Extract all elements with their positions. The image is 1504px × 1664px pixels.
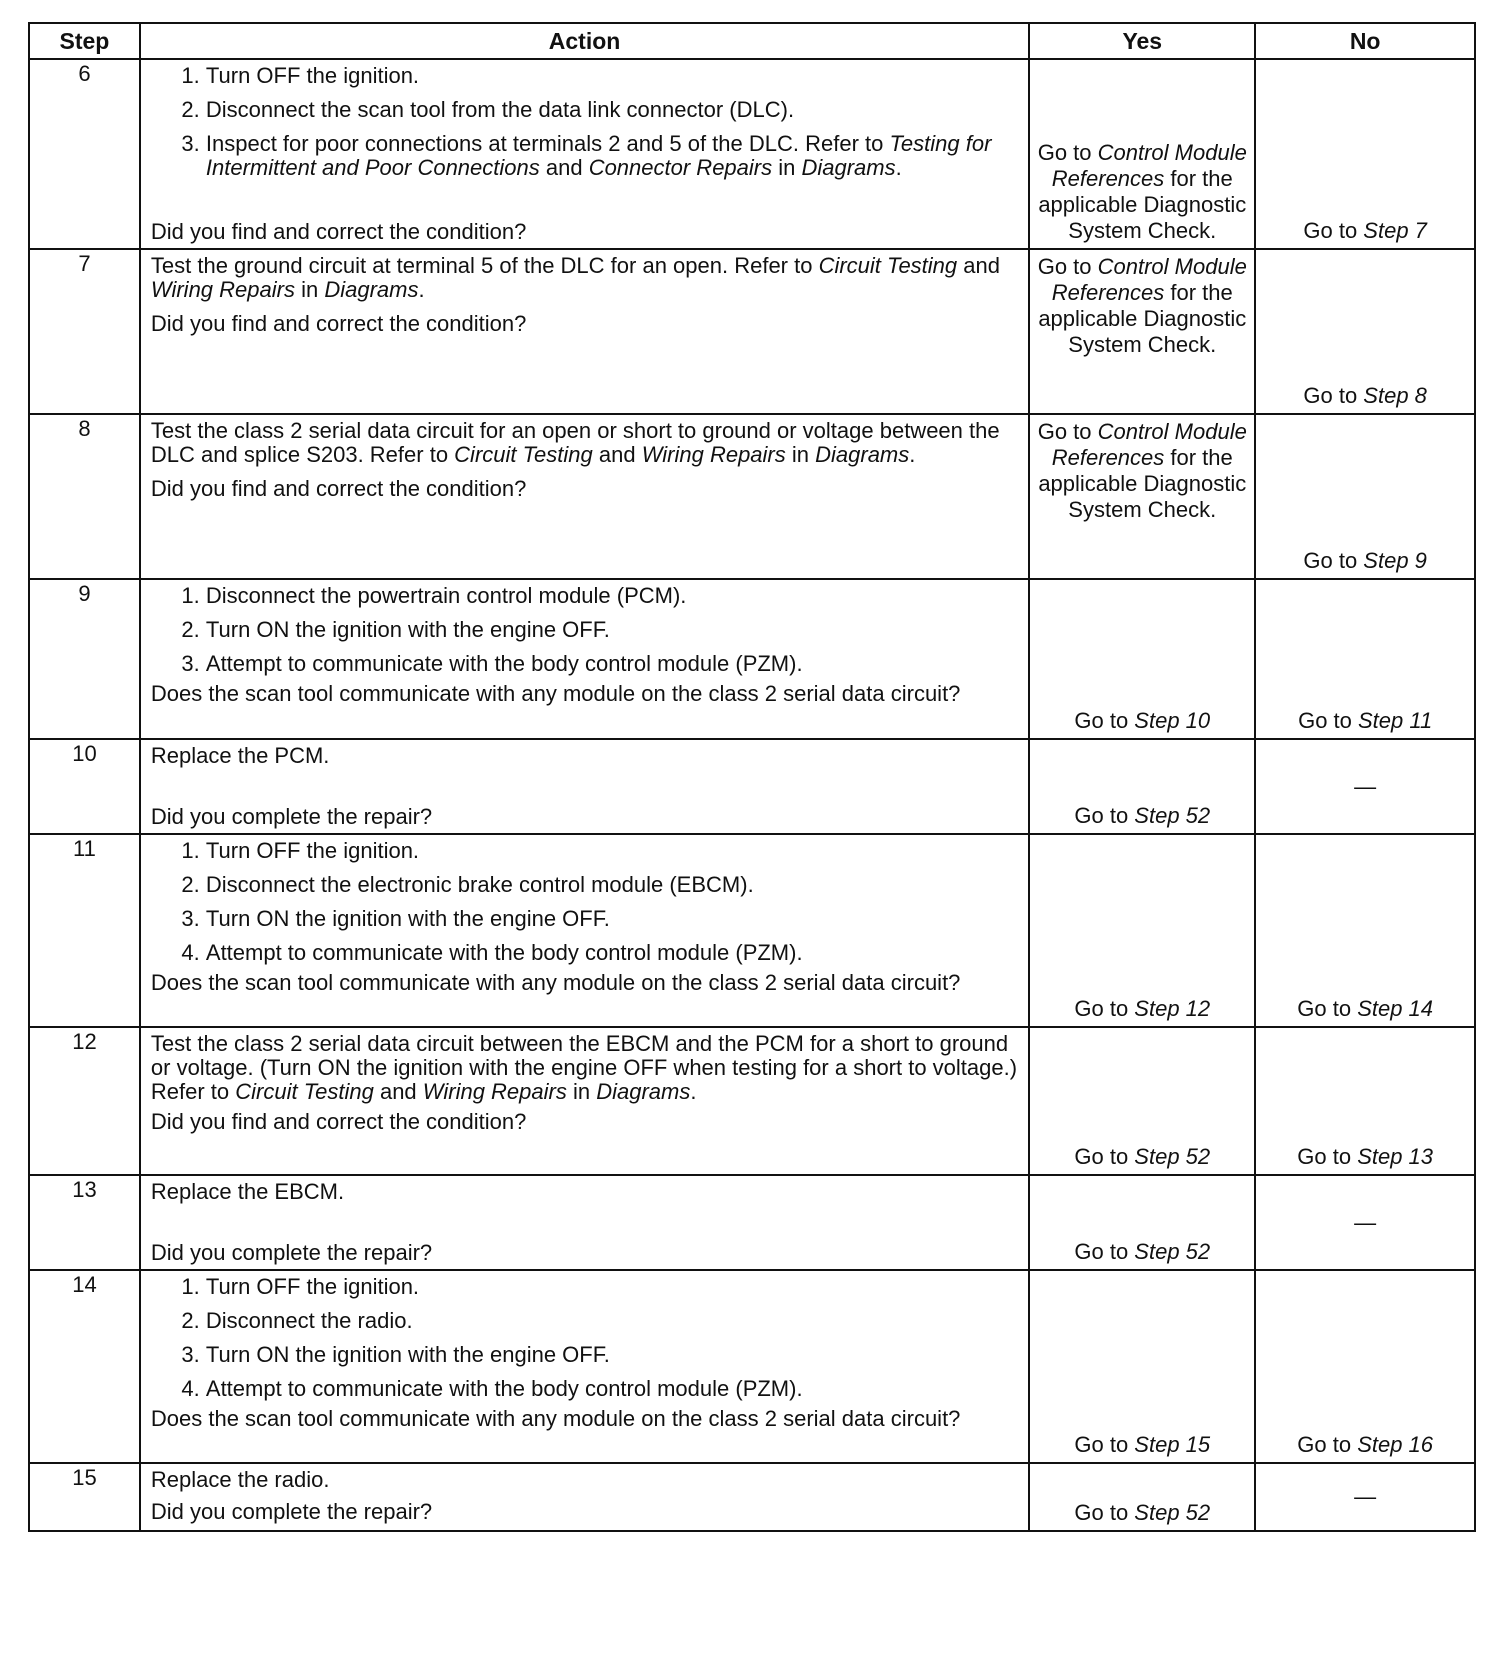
yes-text: Go to Step 52: [1074, 803, 1211, 828]
action-list: [151, 64, 1018, 186]
step-number: 7: [29, 249, 140, 414]
action-list-item: 3. Turn ON the ignition with the engine OFF.: [206, 907, 1018, 931]
action-cell: [140, 1027, 1029, 1175]
yes-cell: [1029, 1027, 1255, 1175]
yes-text: Go to Control Module References for the applicable Diagnostic System Check.: [1037, 254, 1247, 357]
no-text: Go to Step 13: [1297, 1144, 1434, 1169]
action-list-item: 2. Disconnect the scan tool from the data link connector (DLC).: [206, 98, 1018, 122]
step-number: 8: [29, 414, 140, 579]
action-question: Did you complete the repair?: [150, 1240, 433, 1265]
action-question: Did you complete the repair?: [150, 1499, 433, 1524]
table-row: [29, 1270, 1475, 1463]
yes-text: Go to Step 10: [1074, 708, 1211, 733]
action-question: Did you find and correct the condition?: [150, 1109, 527, 1134]
yes-cell: [1029, 1270, 1255, 1463]
action-text: Test the class 2 serial data circuit between the EBCM and the PCM for a short to ground or voltage. (Turn ON the ignition with the engine OFF when testing for a short to voltage.) Refer to Circuit Testing and Wiring Repairs in Diagrams.: [150, 1031, 1018, 1104]
yes-cell: [1029, 834, 1255, 1027]
action-list-item: 3. Inspect for poor connections at terminals 2 and 5 of the DLC. Refer to Testing for Intermittent and Poor Connections and Connector Repairs in Diagrams.: [206, 132, 1018, 180]
action-list-item: 1. Disconnect the powertrain control module (PCM).: [206, 584, 1018, 608]
no-cell: [1255, 1027, 1475, 1175]
table-row: [29, 1175, 1475, 1270]
step-number: 14: [29, 1270, 140, 1463]
step-number: 10: [29, 739, 140, 834]
action-text: Replace the PCM.: [150, 743, 330, 768]
header-yes: Yes: [1029, 23, 1255, 59]
action-cell: [140, 1175, 1029, 1270]
action-cell: [140, 1463, 1029, 1531]
action-cell: [140, 414, 1029, 579]
action-list: [151, 1275, 1018, 1401]
header-row: [29, 23, 1475, 59]
no-cell: [1255, 249, 1475, 414]
action-list-item: 2. Disconnect the electronic brake control module (EBCM).: [206, 873, 1018, 897]
action-list-item: 1. Turn OFF the ignition.: [206, 64, 1018, 88]
action-question: Does the scan tool communicate with any module on the class 2 serial data circuit?: [150, 1406, 961, 1431]
table-row: [29, 579, 1475, 739]
action-cell: [140, 1270, 1029, 1463]
step-number: 13: [29, 1175, 140, 1270]
step-number: 12: [29, 1027, 140, 1175]
yes-text: Go to Step 52: [1074, 1144, 1211, 1169]
action-list-item: 4. Attempt to communicate with the body control module (PZM).: [206, 941, 1018, 965]
table-row: [29, 249, 1475, 414]
no-cell: [1255, 1175, 1475, 1270]
no-dash: —: [1354, 1209, 1377, 1235]
yes-cell: [1029, 414, 1255, 579]
action-question: Did you find and correct the condition?: [150, 219, 527, 244]
yes-text: Go to Step 15: [1074, 1432, 1211, 1457]
no-dash: —: [1354, 773, 1377, 799]
action-list-item: 2. Disconnect the radio.: [206, 1309, 1018, 1333]
yes-text: Go to Control Module References for the applicable Diagnostic System Check.: [1037, 140, 1247, 243]
step-number: 11: [29, 834, 140, 1027]
action-list-item: 1. Turn OFF the ignition.: [206, 1275, 1018, 1299]
yes-text: Go to Control Module References for the applicable Diagnostic System Check.: [1037, 419, 1247, 522]
action-list-item: 2. Turn ON the ignition with the engine OFF.: [206, 618, 1018, 642]
yes-cell: [1029, 579, 1255, 739]
yes-cell: [1029, 739, 1255, 834]
no-text: Go to Step 7: [1303, 218, 1427, 243]
no-cell: [1255, 59, 1475, 249]
no-dash: —: [1354, 1484, 1377, 1509]
action-text: Test the ground circuit at terminal 5 of the DLC for an open. Refer to Circuit Testing and Wiring Repairs in Diagrams.: [150, 253, 1000, 302]
no-cell: [1255, 414, 1475, 579]
step-number: 6: [29, 59, 140, 249]
action-question: Does the scan tool communicate with any module on the class 2 serial data circuit?: [150, 681, 961, 706]
no-cell: [1255, 834, 1475, 1027]
header-step: Step: [29, 23, 140, 59]
action-cell: [140, 579, 1029, 739]
no-text: Go to Step 14: [1297, 996, 1434, 1021]
no-text: Go to Step 16: [1297, 1432, 1434, 1457]
no-text: Go to Step 11: [1298, 708, 1433, 733]
diagnostic-table: [28, 22, 1476, 1532]
yes-cell: [1029, 59, 1255, 249]
action-cell: [140, 249, 1029, 414]
table-row: [29, 414, 1475, 579]
step-number: 15: [29, 1463, 140, 1531]
action-question: Did you find and correct the condition?: [150, 476, 527, 501]
yes-text: Go to Step 52: [1074, 1239, 1211, 1264]
action-cell: [140, 59, 1029, 249]
table-row: [29, 739, 1475, 834]
no-text: Go to Step 8: [1303, 383, 1427, 408]
header-no: No: [1255, 23, 1475, 59]
action-cell: [140, 739, 1029, 834]
action-question: Did you complete the repair?: [150, 804, 433, 829]
table-row: [29, 1027, 1475, 1175]
no-text: Go to Step 9: [1303, 548, 1427, 573]
yes-text: Go to Step 12: [1074, 996, 1211, 1021]
no-cell: [1255, 739, 1475, 834]
no-cell: [1255, 1463, 1475, 1531]
yes-cell: [1029, 249, 1255, 414]
no-cell: [1255, 1270, 1475, 1463]
action-list-item: 3. Attempt to communicate with the body control module (PZM).: [206, 652, 1018, 676]
action-question: Did you find and correct the condition?: [150, 311, 527, 336]
action-text: Test the class 2 serial data circuit for an open or short to ground or voltage between the DLC and splice S203. Refer to Circuit Testing and Wiring Repairs in Diagrams.: [150, 418, 1000, 467]
table-row: [29, 834, 1475, 1027]
table-row: [29, 59, 1475, 249]
action-cell: [140, 834, 1029, 1027]
action-list-item: 4. Attempt to communicate with the body control module (PZM).: [206, 1377, 1018, 1401]
action-text: Replace the radio.: [150, 1467, 330, 1492]
yes-cell: [1029, 1175, 1255, 1270]
action-list: [151, 839, 1018, 965]
header-action: Action: [140, 23, 1029, 59]
action-text: Replace the EBCM.: [150, 1179, 345, 1204]
action-list-item: 3. Turn ON the ignition with the engine OFF.: [206, 1343, 1018, 1367]
yes-cell: [1029, 1463, 1255, 1531]
action-list-item: 1. Turn OFF the ignition.: [206, 839, 1018, 863]
yes-text: Go to Step 52: [1074, 1500, 1211, 1525]
step-number: 9: [29, 579, 140, 739]
action-question: Does the scan tool communicate with any module on the class 2 serial data circuit?: [150, 970, 961, 995]
table-row: [29, 1463, 1475, 1531]
no-cell: [1255, 579, 1475, 739]
action-list: [151, 584, 1018, 676]
